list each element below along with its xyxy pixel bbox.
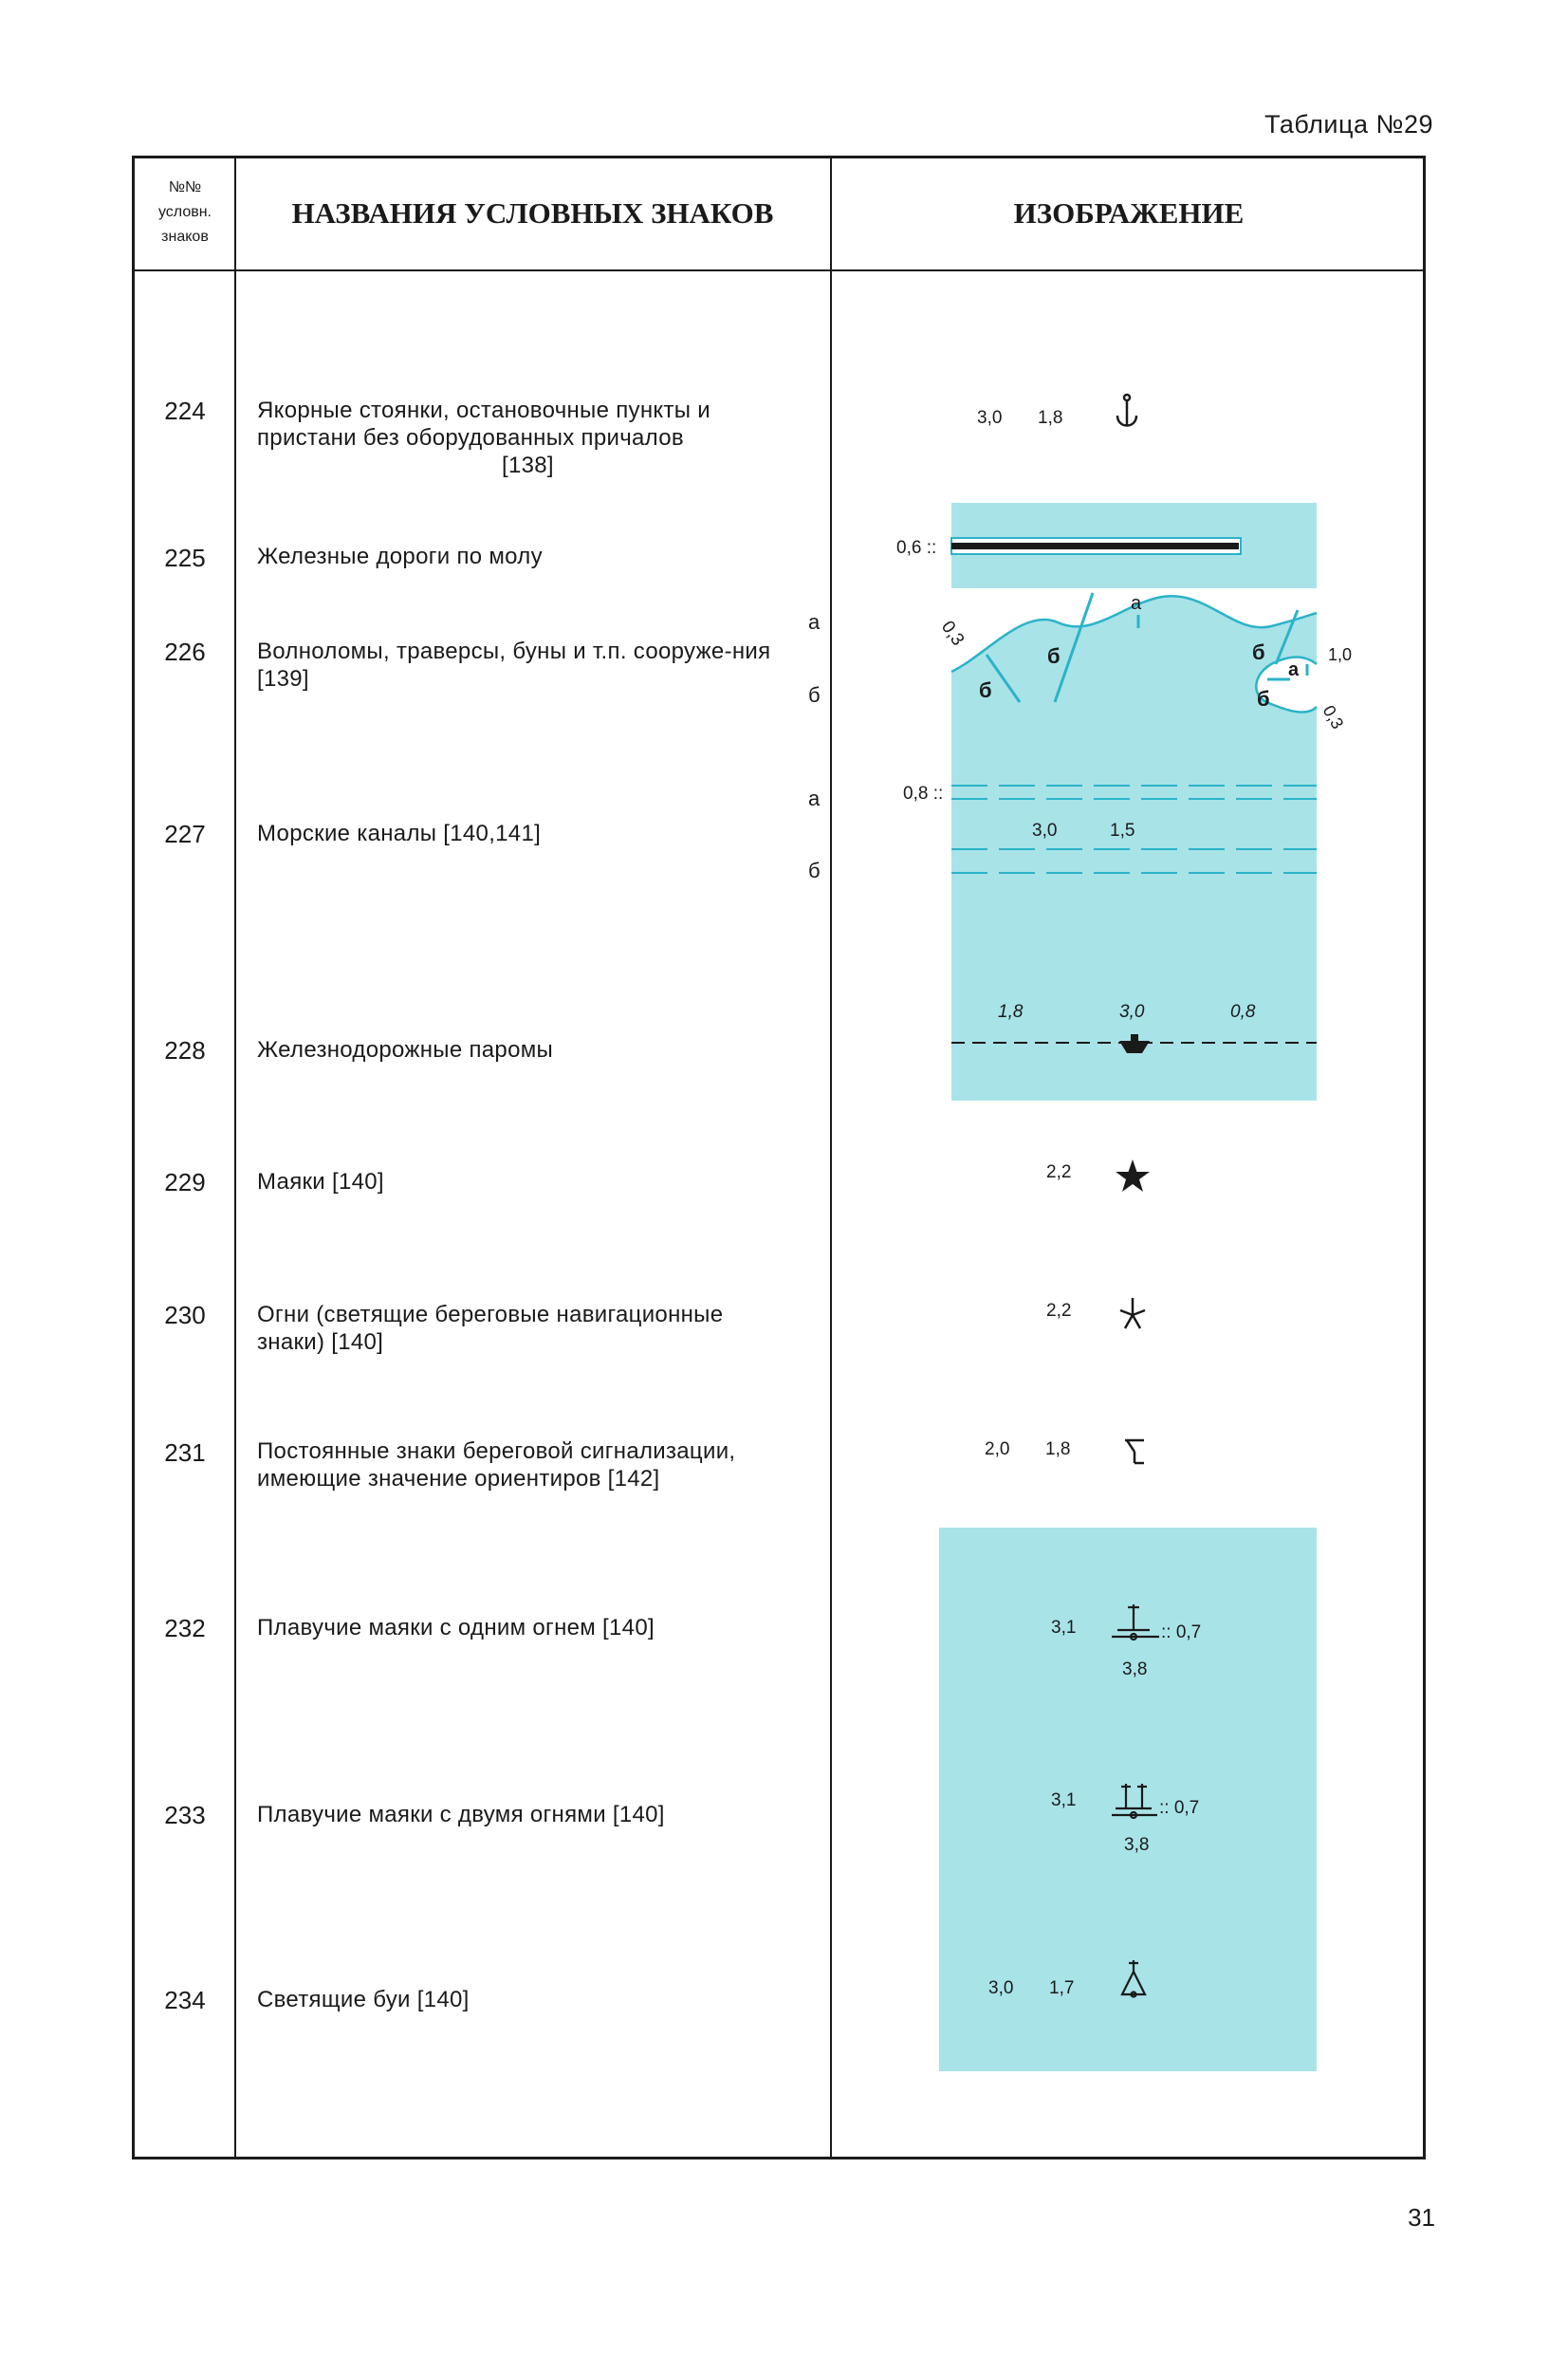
dim-224-a: 3,0 xyxy=(977,408,1003,428)
label-b-226-2: б xyxy=(1047,644,1061,668)
row-number-228: 228 xyxy=(164,1036,206,1065)
dim-231-a: 2,0 xyxy=(985,1439,1010,1459)
row-description-233: Плавучие маяки с двумя огнями [140] xyxy=(257,1802,665,1827)
dim-227-c: 1,5 xyxy=(1110,821,1135,841)
row-description-230: Огни (светящие береговые навигационные знаки) [140] xyxy=(257,1302,724,1355)
label-b-226-4: б xyxy=(1257,687,1270,711)
dim-228-a: 1,8 xyxy=(998,1002,1024,1022)
header-num-line1: №№ xyxy=(168,179,202,195)
dim-225: 0,6 :: xyxy=(896,538,937,558)
row-number-231: 231 xyxy=(164,1438,206,1467)
row-description-234: Светящие буи [140] xyxy=(257,1987,470,2012)
dim-232-b: :: 0,7 xyxy=(1161,1622,1202,1642)
row-number-230: 230 xyxy=(164,1301,206,1329)
label-a-226-2: а xyxy=(1288,659,1300,680)
dim-230: 2,2 xyxy=(1046,1301,1072,1321)
header-image-title: ИЗОБРАЖЕНИЕ xyxy=(1013,196,1245,230)
header-num-line3: знаков xyxy=(161,229,209,245)
dim-226-b: 1,0 xyxy=(1328,645,1353,664)
row-number-224: 224 xyxy=(164,397,206,425)
dim-232-a: 3,1 xyxy=(1051,1618,1077,1638)
dim-228-c: 0,8 xyxy=(1230,1002,1256,1022)
dim-226-c: 0,3 xyxy=(1319,702,1348,732)
row-number-232: 232 xyxy=(164,1614,206,1642)
dim-226-a: 0,3 xyxy=(936,617,968,650)
row-description-224-text: Якорные стоянки, остановочные пункты и пристани без оборудованных причалов xyxy=(257,398,710,451)
row-number-234: 234 xyxy=(164,1986,206,2014)
anchor-icon xyxy=(1117,395,1136,426)
label-b-226-3: б xyxy=(1252,640,1265,664)
row-description-232: Плавучие маяки с одним огнем [140] xyxy=(257,1615,655,1640)
lighthouse-star-icon xyxy=(1116,1159,1150,1192)
row-description-229: Маяки [140] xyxy=(257,1169,384,1195)
dim-234-a: 3,0 xyxy=(988,1978,1014,1998)
row-number-227: 227 xyxy=(164,820,206,848)
dim-233-c: 3,8 xyxy=(1124,1835,1150,1855)
dim-224-b: 1,8 xyxy=(1038,408,1063,428)
dim-228-b: 3,0 xyxy=(1119,1002,1145,1022)
row-description-228: Железнодорожные паромы xyxy=(257,1037,554,1063)
dim-233-a: 3,1 xyxy=(1051,1790,1077,1810)
row-number-229: 229 xyxy=(164,1168,206,1196)
variant-a-226: а xyxy=(808,610,821,634)
row-description-226: Волноломы, траверсы, буны и т.п. сооруже-ния [139] xyxy=(257,639,771,692)
dim-232-c: 3,8 xyxy=(1122,1659,1148,1679)
light-star-icon xyxy=(1120,1298,1145,1328)
row-description-225: Железные дороги по молу xyxy=(257,544,543,569)
dim-229: 2,2 xyxy=(1046,1162,1072,1182)
dim-234-b: 1,7 xyxy=(1049,1978,1075,1998)
header-names-title: НАЗВАНИЯ УСЛОВНЫХ ЗНАКОВ xyxy=(291,196,774,230)
header-num-line2: условн. xyxy=(157,204,212,220)
label-b-226-1: б xyxy=(979,678,992,702)
variant-a-227: а xyxy=(808,787,821,810)
row-number-226: 226 xyxy=(164,638,206,666)
dim-231-b: 1,8 xyxy=(1045,1439,1071,1459)
dim-227-b: 3,0 xyxy=(1032,821,1058,841)
page-number: 31 xyxy=(1408,2203,1435,2232)
variant-b-226: б xyxy=(808,683,821,707)
signal-mast-icon xyxy=(1125,1440,1144,1463)
variant-b-227: б xyxy=(808,859,821,882)
row-description-224-ref: [138] xyxy=(502,453,554,478)
dim-227-a: 0,8 :: xyxy=(903,784,944,804)
label-a-226: а xyxy=(1131,593,1142,614)
row-description-227: Морские каналы [140,141] xyxy=(257,821,542,846)
dim-233-b: :: 0,7 xyxy=(1159,1798,1200,1818)
table-label: Таблица №29 xyxy=(1264,110,1433,139)
row-number-233: 233 xyxy=(164,1801,206,1829)
row-number-225: 225 xyxy=(164,544,206,572)
row-description-231: Постоянные знаки береговой сигнализации, имеющие значение ориентиров [142] xyxy=(257,1438,736,1492)
